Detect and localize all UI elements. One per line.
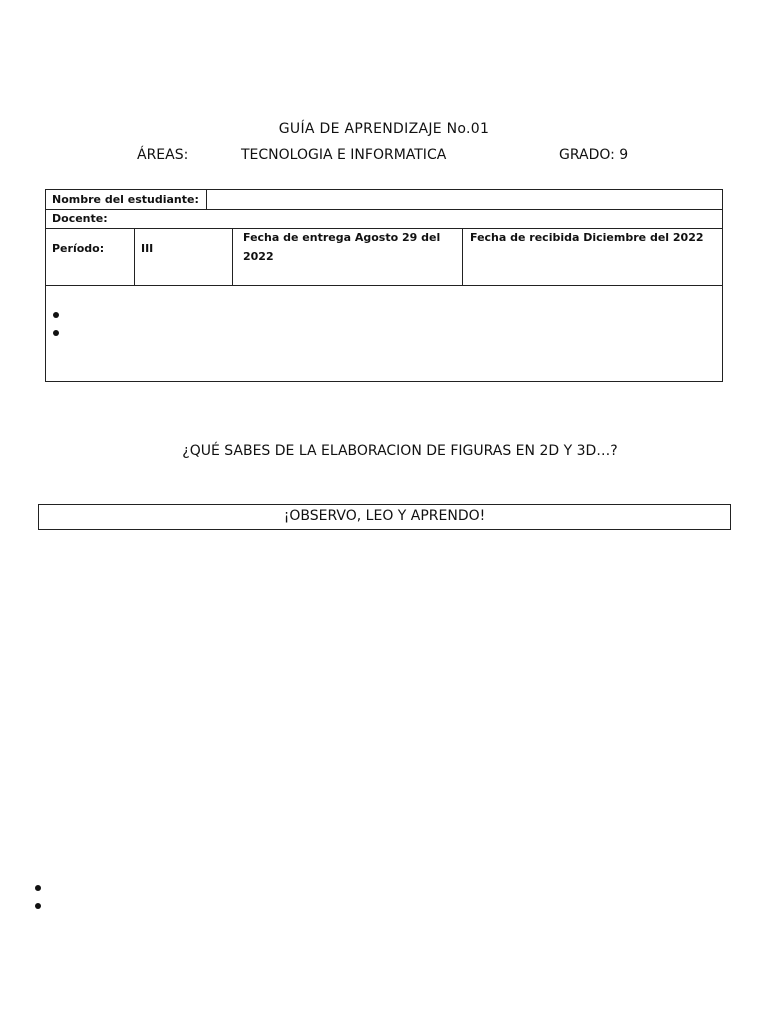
period-row <box>46 229 722 286</box>
guide-title: GUÍA DE APRENDIZAJE No.01 <box>278 121 490 137</box>
bullet-icon <box>35 885 41 891</box>
grade-label: GRADO: 9 <box>559 147 629 163</box>
delivery-date-line1: Fecha de entrega Agosto 29 del <box>243 231 441 244</box>
student-info-table <box>45 189 723 382</box>
period-divider-3 <box>462 229 463 285</box>
student-name-field[interactable] <box>207 190 722 209</box>
areas-label: ÁREAS: <box>137 147 189 163</box>
areas-value: TECNOLOGIA E INFORMATICA <box>241 147 447 163</box>
period-label: Período: <box>52 242 105 255</box>
student-name-row <box>46 190 722 210</box>
period-divider-2 <box>232 229 233 285</box>
teacher-row <box>46 210 722 229</box>
student-name-label: Nombre del estudiante: <box>52 193 199 206</box>
period-divider-1 <box>134 229 135 285</box>
section-question: ¿QUÉ SABES DE LA ELABORACION DE FIGURAS EN 2D Y 3D…? <box>182 443 618 459</box>
objectives-cell <box>46 286 722 381</box>
delivery-date-line2: 2022 <box>243 250 274 263</box>
period-value: III <box>141 242 154 255</box>
teacher-label: Docente: <box>52 212 108 225</box>
observo-banner: ¡OBSERVO, LEO Y APRENDO! <box>38 504 731 530</box>
bullet-icon <box>35 903 41 909</box>
bullet-icon <box>53 330 59 336</box>
received-date: Fecha de recibida Diciembre del 2022 <box>470 231 704 244</box>
bullet-icon <box>53 312 59 318</box>
